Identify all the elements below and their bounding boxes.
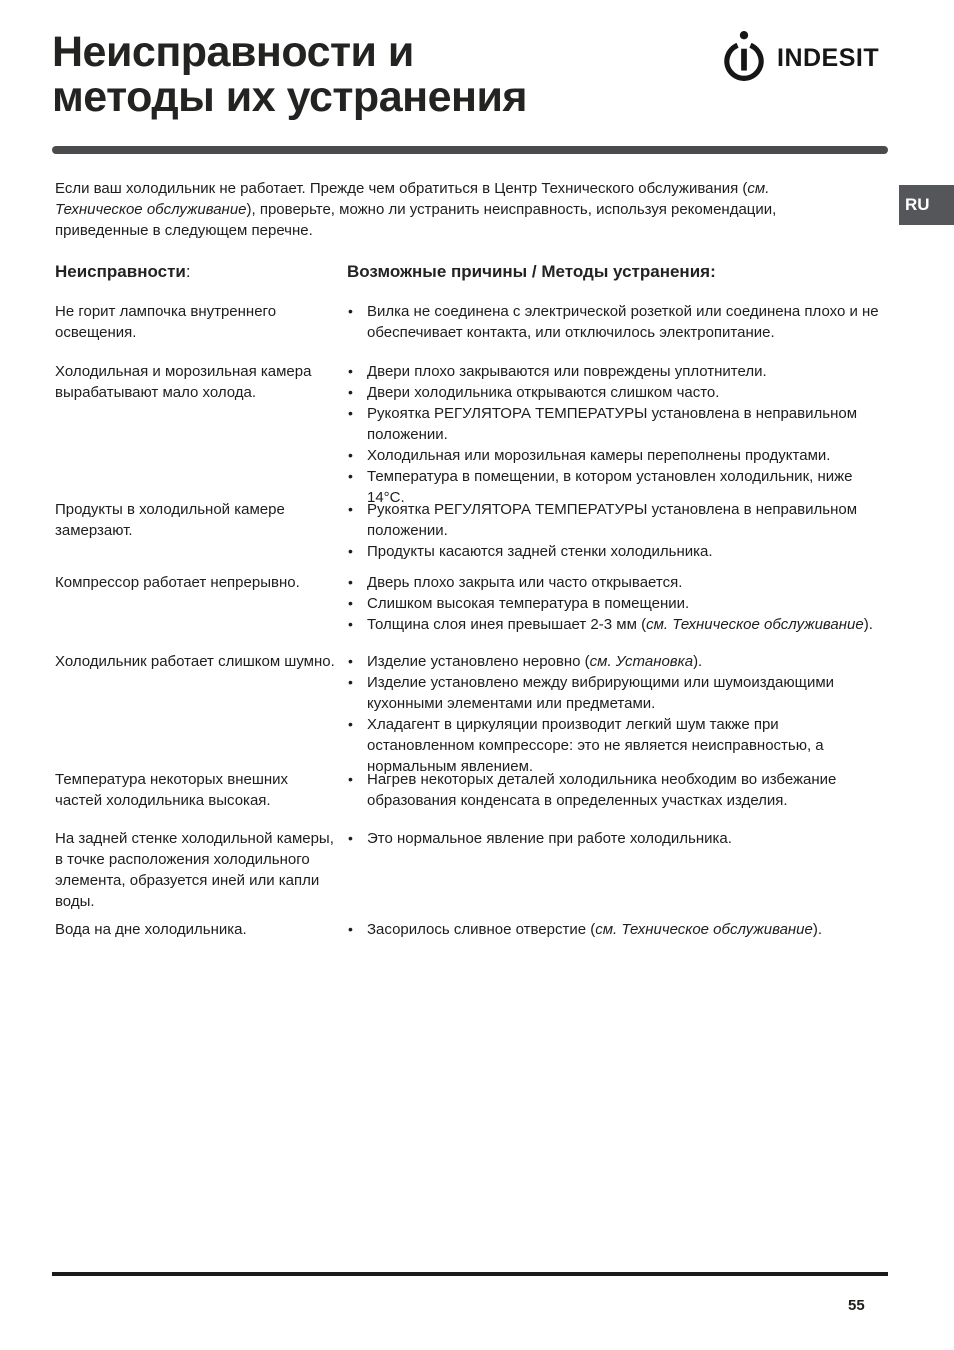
bullet-icon: • [348, 771, 353, 787]
fault-cell: Вода на дне холодильника. [55, 921, 247, 938]
brand-wordmark: INDESIT [777, 44, 880, 72]
causes-list [347, 572, 882, 635]
fault-cell: Температура некоторых внешних частей холодильника высокая. [55, 771, 289, 809]
cause-text: Холодильная или морозильная камеры переполнены продуктами. [367, 447, 831, 464]
cause-text: Нагрев некоторых деталей холодильника необходим во избежание образования конденсата в определенных участках изделия. [367, 771, 837, 809]
intro-text-italic: см. Техническое обслуживание [55, 180, 770, 218]
bullet-icon: • [348, 468, 353, 484]
cause-item [347, 301, 882, 343]
cause-text: Двери плохо закрываются или повреждены уплотнители. [367, 363, 767, 380]
bullet-icon: • [348, 447, 353, 463]
cause-item [347, 672, 882, 714]
fault-cell: Холодильник работает слишком шумно. [55, 653, 335, 670]
bullet-icon: • [348, 501, 353, 517]
page-number: 55 [848, 1297, 865, 1314]
causes-list [347, 651, 882, 777]
lang-badge: RU [899, 185, 954, 225]
cause-item [347, 403, 882, 445]
cause-text [367, 921, 822, 938]
cause-text-run: Толщина слоя инея превышает 2-3 мм ( [367, 616, 647, 633]
cause-text: Температура в помещении, в котором установлен холодильник, ниже 14°С. [367, 468, 853, 506]
cause-text: Рукоятка РЕГУЛЯТОРА ТЕМПЕРАТУРЫ установлена в неправильном положении. [367, 405, 858, 443]
cause-item [347, 445, 882, 466]
cause-item [347, 614, 882, 635]
causes-list [347, 769, 882, 811]
bullet-icon: • [348, 716, 353, 732]
cause-text: Слишком высокая температура в помещении. [367, 595, 690, 612]
bullet-icon: • [348, 653, 353, 669]
causes-list [347, 499, 882, 562]
bullet-icon: • [348, 543, 353, 559]
bullet-icon: • [348, 384, 353, 400]
cause-item [347, 651, 882, 672]
bullet-icon: • [348, 674, 353, 690]
faults-column-header [55, 262, 191, 282]
bullet-icon: • [348, 830, 353, 846]
faults-header-colon: : [185, 262, 191, 281]
cause-item [347, 572, 882, 593]
cause-text-run-italic: см. Установка [589, 653, 694, 670]
footer-rule [52, 1272, 888, 1276]
cause-item [347, 382, 882, 403]
fault-cell: На задней стенке холодильной камеры, в точке расположения холодильного элемента, образуется иней или капли воды. [55, 830, 334, 910]
bullet-icon: • [348, 574, 353, 590]
cause-item [347, 499, 882, 541]
cause-item [347, 593, 882, 614]
page-title-line-1: Неисправности и [52, 28, 414, 76]
cause-text: Двери холодильника открываются слишком часто. [367, 384, 720, 401]
cause-item [347, 361, 882, 382]
causes-list [347, 919, 882, 940]
cause-text-run: ). [693, 653, 703, 670]
cause-text: Это нормальное явление при работе холодильника. [367, 830, 732, 847]
fault-cell: Не горит лампочка внутреннего освещения. [55, 303, 277, 341]
cause-text: Хладагент в циркуляции производит легкий шум также при остановленном компрессоре: это не является неисправностью, а нормальным явлением. [367, 716, 824, 775]
cause-text: Рукоятка РЕГУЛЯТОРА ТЕМПЕРАТУРЫ установлена в неправильном положении. [367, 501, 858, 539]
page-title-line-2: методы их устранения [52, 73, 527, 121]
intro-paragraph [55, 178, 861, 241]
cause-text: Изделие установлено между вибрирующими или шумоиздающими кухонными элементами или предметами. [367, 674, 835, 712]
causes-list [347, 828, 882, 849]
fault-cell: Компрессор работает непрерывно. [55, 574, 300, 591]
fault-cell: Продукты в холодильной камере замерзают. [55, 501, 285, 539]
cause-item [347, 919, 882, 940]
cause-item [347, 769, 882, 811]
bullet-icon: • [348, 405, 353, 421]
cause-text-run-italic: см. Техническое обслуживание [646, 616, 864, 633]
bullet-icon: • [348, 595, 353, 611]
intro-text: ), проверьте, можно ли устранить неисправность, используя рекомендации, приведенные в следующем перечне. [55, 201, 777, 239]
page-title [52, 30, 527, 120]
cause-text-run: ). [812, 921, 823, 938]
cause-text [367, 616, 873, 633]
bullet-icon: • [348, 921, 353, 937]
cause-text-run: ). [863, 616, 873, 633]
causes-list [347, 301, 882, 343]
fault-cell: Холодильная и морозильная камера вырабатывают мало холода. [55, 363, 312, 401]
faults-header-text: Неисправности [55, 262, 186, 281]
cause-text: Вилка не соединена с электрической розеткой или соединена плохо и не обеспечивает контакта, или отключилось электропитание. [367, 303, 879, 341]
cause-text-run: Засорилось сливное отверстие ( [367, 921, 596, 938]
causes-list [347, 361, 882, 508]
cause-text [367, 653, 702, 670]
cause-text-run: Изделие установлено неровно ( [367, 653, 590, 670]
cause-text-run-italic: см. Техническое обслуживание [595, 921, 813, 938]
intro-text: Если ваш холодильник не работает. Прежде чем обратиться в Центр Технического обслуживания ( [55, 180, 748, 197]
bullet-icon: • [348, 363, 353, 379]
bullet-icon: • [348, 303, 353, 319]
cause-item [347, 541, 882, 562]
cause-text: Продукты касаются задней стенки холодильника. [367, 543, 713, 560]
header-rule [52, 146, 888, 154]
causes-column-header: Возможные причины / Методы устранения: [347, 262, 716, 281]
cause-item [347, 714, 882, 777]
cause-text: Дверь плохо закрыта или часто открывается. [367, 574, 683, 591]
indesit-i-ring-icon [720, 30, 768, 82]
cause-item [347, 828, 882, 849]
bullet-icon: • [348, 616, 353, 632]
brand-logo [720, 30, 879, 82]
